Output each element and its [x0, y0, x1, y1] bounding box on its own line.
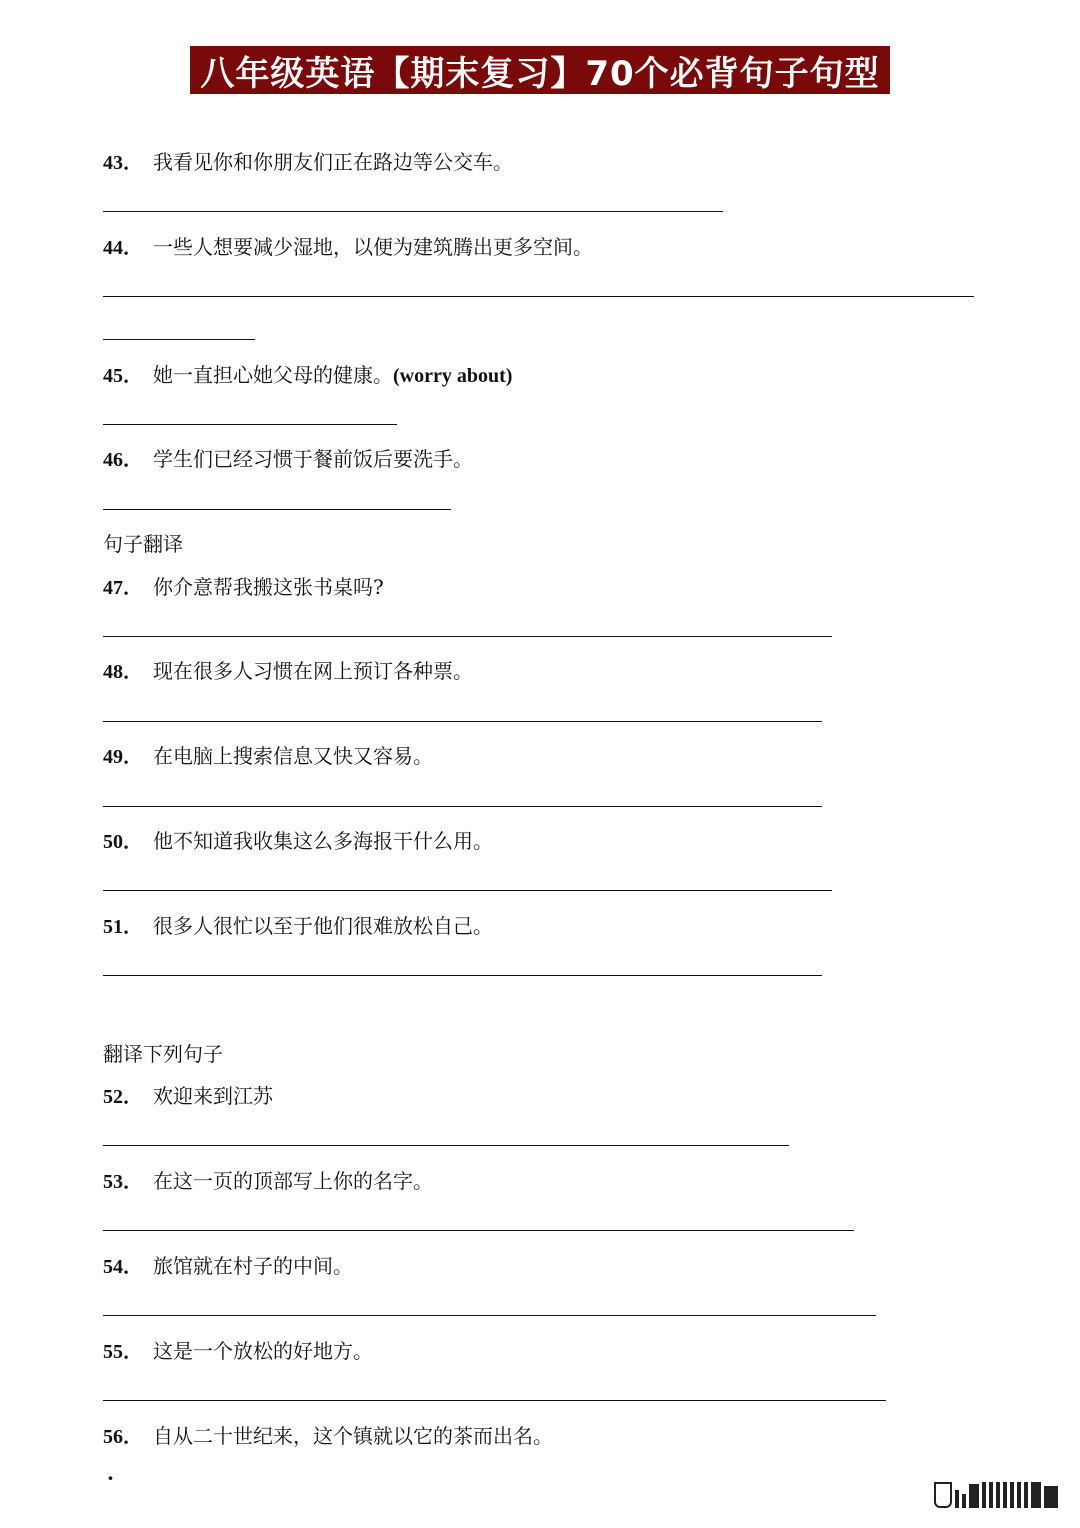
answer-line[interactable] — [103, 721, 822, 722]
question-48 — [103, 655, 473, 684]
question-text: 这是一个放松的好地方。 — [153, 1339, 373, 1363]
question-number: 54 — [103, 1256, 123, 1278]
answer-line[interactable] — [103, 211, 723, 212]
question-separator: ． — [123, 914, 143, 938]
answer-line[interactable] — [103, 636, 832, 637]
answer-line[interactable] — [103, 296, 974, 297]
answer-line[interactable] — [103, 424, 397, 425]
question-text: 学生们已经习惯于餐前饭后要洗手。 — [153, 447, 473, 471]
question-text: 你介意帮我搬这张书桌吗? — [153, 575, 384, 599]
question-43 — [103, 146, 513, 175]
question-separator: ． — [123, 447, 143, 471]
answer-line[interactable] — [103, 1230, 854, 1231]
question-text: 我看见你和你朋友们正在路边等公交车。 — [153, 150, 513, 174]
question-separator: ． — [123, 829, 143, 853]
question-text: 在电脑上搜索信息又快又容易。 — [153, 744, 433, 768]
question-separator: ． — [123, 150, 143, 174]
title-banner — [190, 46, 890, 94]
question-number: 50 — [103, 831, 123, 853]
question-47 — [103, 571, 384, 600]
question-number: 47 — [103, 577, 123, 599]
question-number: 56 — [103, 1426, 123, 1448]
question-54 — [103, 1250, 353, 1279]
question-number: 51 — [103, 916, 123, 938]
question-52 — [103, 1080, 273, 1109]
question-49 — [103, 740, 433, 769]
question-text: 欢迎来到江苏 — [153, 1084, 273, 1108]
question-number: 52 — [103, 1086, 123, 1108]
question-separator: ． — [123, 235, 143, 259]
question-53 — [103, 1165, 433, 1194]
question-separator: ． — [123, 1169, 143, 1193]
question-separator: ． — [123, 1084, 143, 1108]
question-separator: ． — [123, 1339, 143, 1363]
question-45 — [103, 359, 512, 388]
question-separator: ． — [123, 1424, 143, 1448]
question-number: 43 — [103, 152, 123, 174]
section-heading: 句子翻译 — [103, 532, 183, 556]
watermark-logo — [934, 1480, 1058, 1508]
answer-line[interactable] — [103, 975, 822, 976]
question-number: 55 — [103, 1341, 123, 1363]
question-50 — [103, 825, 493, 854]
question-separator: ． — [123, 1254, 143, 1278]
question-number: 44 — [103, 237, 123, 259]
question-hint: (worry about) — [393, 365, 513, 387]
question-separator: ． — [123, 575, 143, 599]
question-text: 一些人想要减少湿地，以便为建筑腾出更多空间。 — [153, 235, 593, 259]
question-separator: ． — [123, 744, 143, 768]
question-text: 旅馆就在村子的中间。 — [153, 1254, 353, 1278]
question-number: 45 — [103, 365, 123, 387]
question-text: 自从二十世纪来，这个镇就以它的茶而出名。 — [153, 1424, 553, 1448]
question-separator: ． — [123, 659, 143, 683]
answer-line[interactable] — [103, 1400, 886, 1401]
question-56 — [103, 1420, 553, 1449]
question-number: 46 — [103, 449, 123, 471]
page-title: 八年级英语【期末复习】70个必背句子句型 — [200, 53, 880, 94]
question-44 — [103, 231, 593, 260]
answer-line[interactable] — [103, 1145, 789, 1146]
answer-line[interactable] — [103, 509, 451, 510]
question-51 — [103, 910, 493, 939]
question-text: 在这一页的顶部写上你的名字。 — [153, 1169, 433, 1193]
question-number: 48 — [103, 661, 123, 683]
stray-mark: · — [107, 1466, 114, 1490]
answer-line[interactable] — [103, 339, 255, 340]
question-text: 现在很多人习惯在网上预订各种票。 — [153, 659, 473, 683]
answer-line[interactable] — [103, 1315, 876, 1316]
question-55 — [103, 1335, 373, 1364]
question-separator: ． — [123, 363, 143, 387]
question-46 — [103, 443, 473, 472]
question-text: 很多人很忙以至于他们很难放松自己。 — [153, 914, 493, 938]
question-number: 53 — [103, 1171, 123, 1193]
answer-line[interactable] — [103, 806, 822, 807]
question-number: 49 — [103, 746, 123, 768]
section-heading: 翻译下列句子 — [103, 1042, 223, 1066]
question-text: 她一直担心她父母的健康。 — [153, 363, 393, 387]
question-text: 他不知道我收集这么多海报干什么用。 — [153, 829, 493, 853]
answer-line[interactable] — [103, 890, 832, 891]
